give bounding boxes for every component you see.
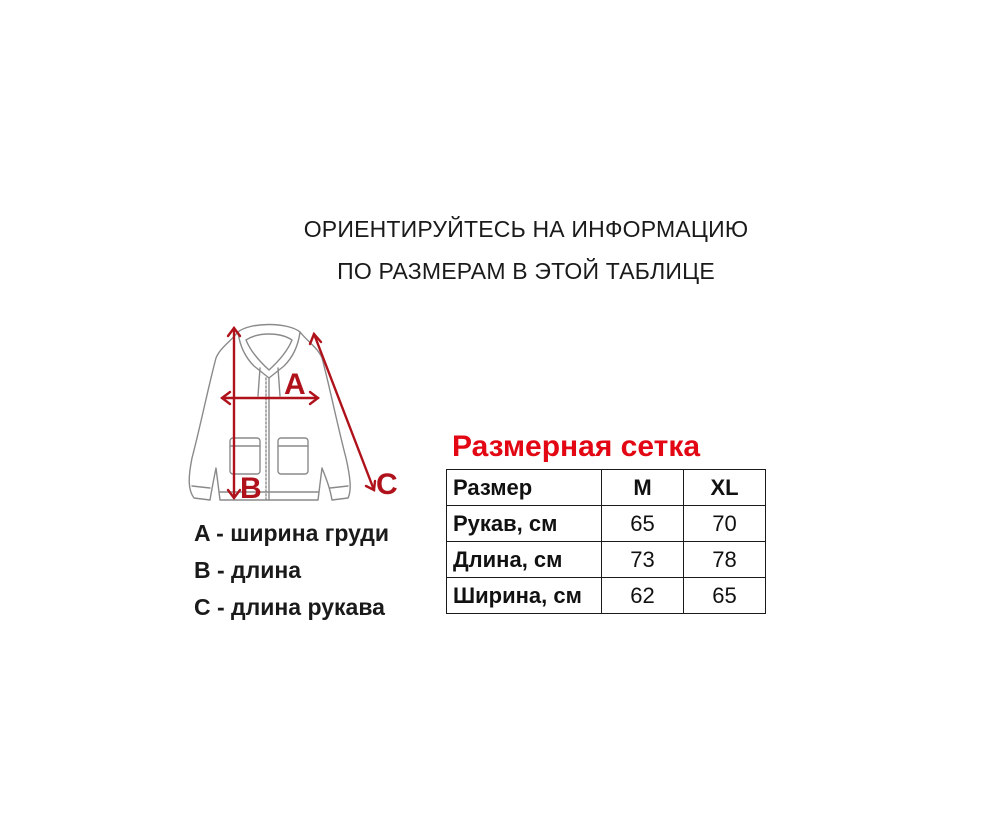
table-header-cell: Размер — [447, 470, 602, 506]
heading-line-1: ОРИЕНТИРУЙТЕСЬ НА ИНФОРМАЦИЮ — [303, 216, 749, 242]
table-row — [447, 542, 766, 578]
table-row-label: Рукав, см — [447, 506, 602, 542]
size-table — [446, 469, 766, 614]
table-cell: 73 — [602, 542, 684, 578]
table-cell: 70 — [684, 506, 766, 542]
label-b: B — [240, 472, 262, 505]
heading-line-2: ПО РАЗМЕРАМ В ЭТОЙ ТАБЛИЦЕ — [337, 258, 715, 284]
table-header-cell: M — [602, 470, 684, 506]
table-cell: 65 — [684, 578, 766, 614]
table-row — [447, 506, 766, 542]
table-header-cell: XL — [684, 470, 766, 506]
jacket-diagram — [180, 318, 410, 518]
table-cell: 62 — [602, 578, 684, 614]
table-cell: 65 — [602, 506, 684, 542]
table-row-label: Длина, см — [447, 542, 602, 578]
table-header-row — [447, 470, 766, 506]
size-grid-title: Размерная сетка — [452, 430, 701, 463]
legend-sleeve-length: C - длина рукава — [194, 594, 385, 620]
label-c: C — [376, 468, 398, 501]
table-row-label: Ширина, см — [447, 578, 602, 614]
legend-chest-width: A - ширина груди — [194, 520, 390, 546]
table-cell: 78 — [684, 542, 766, 578]
legend-length: B - длина — [194, 557, 302, 583]
table-row — [447, 578, 766, 614]
label-a: A — [284, 368, 306, 401]
